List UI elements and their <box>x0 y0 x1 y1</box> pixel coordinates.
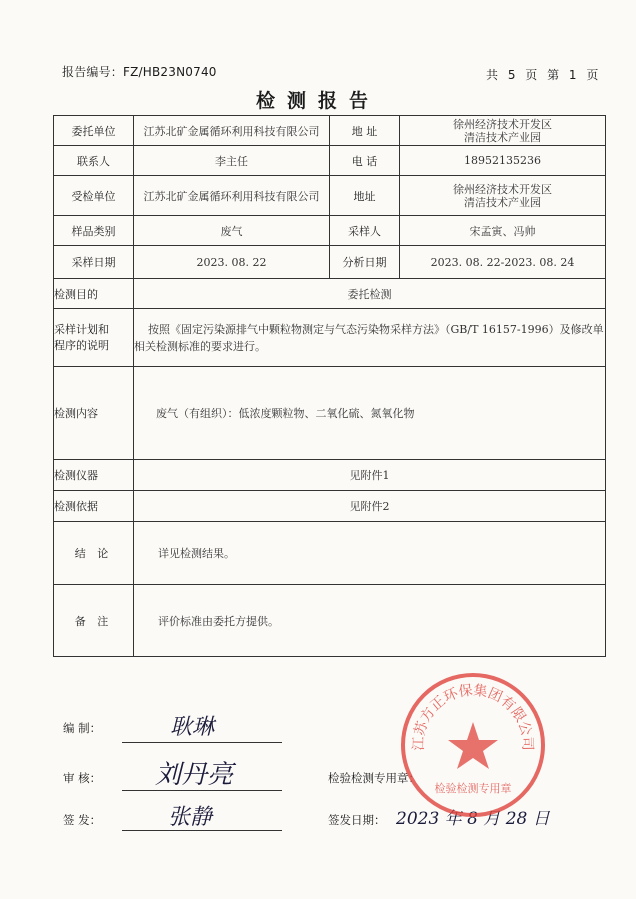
sampling-date-value: 2023. 08. 22 <box>134 246 330 279</box>
purpose-label: 检测目的 <box>54 279 134 309</box>
seal-inner-text: 检验检测专用章 <box>434 782 512 795</box>
content-value: 废气（有组织）：低浓度颗粒物、二氧化硫、氮氧化物 <box>134 367 606 460</box>
report-form <box>53 115 606 657</box>
analysis-date-label: 分析日期 <box>330 246 400 279</box>
issued-label: 签 发： <box>63 813 102 827</box>
phone-label: 电 话 <box>330 146 400 176</box>
sampling-date-label: 采样日期 <box>54 246 134 279</box>
issue-date-label: 签发日期： <box>328 813 386 827</box>
plan-text: 按照《固定污染源排气中颗粒物测定与气态污染物采样方法》（GB/T 16157-1996）及修改单相关检测标准的要求进行。 <box>134 309 606 367</box>
basis-label: 检测依据 <box>54 491 134 522</box>
conclusion-label: 结 论 <box>54 522 134 585</box>
inspected-address-line1: 徐州经济技术开发区 <box>453 182 552 196</box>
inspected-address-line2: 清洁技术产业园 <box>464 195 541 209</box>
star-icon <box>448 722 498 769</box>
client-address-value <box>400 116 606 146</box>
seal-label: 检验检测专用章： <box>328 771 420 785</box>
compiled-label: 编 制： <box>63 721 102 735</box>
report-number: 报告编号：FZ/HB23N0740 <box>62 65 217 79</box>
contact-value: 李主任 <box>134 146 330 176</box>
purpose-value: 委托检测 <box>134 279 606 309</box>
remarks-label: 备 注 <box>54 585 134 657</box>
compiled-signature: 耿琳 <box>170 715 215 740</box>
plan-label-line2: 程序的说明 <box>54 338 109 352</box>
content-label: 检测内容 <box>54 367 134 460</box>
issue-date-value: 2023 年 8 月 28 日 <box>396 809 550 829</box>
issued-signature: 张静 <box>168 805 213 830</box>
instrument-value: 见附件1 <box>134 460 606 491</box>
reviewed-label: 审 核： <box>63 771 102 785</box>
client-address-label: 地 址 <box>330 116 400 146</box>
client-value: 江苏北矿金属循环利用科技有限公司 <box>134 116 330 146</box>
compiled-line <box>122 742 282 743</box>
client-label: 委托单位 <box>54 116 134 146</box>
inspected-label: 受检单位 <box>54 176 134 216</box>
inspected-value: 江苏北矿金属循环利用科技有限公司 <box>134 176 330 216</box>
seal-outer-text: 江苏方正环保集团有限公司 <box>410 682 536 751</box>
inspected-address-label: 地址 <box>330 176 400 216</box>
inspected-address-value <box>400 176 606 216</box>
remarks-value: 评价标准由委托方提供。 <box>134 585 606 657</box>
instrument-label: 检测仪器 <box>54 460 134 491</box>
report-title: 检测报告 <box>255 90 380 112</box>
analysis-date-value: 2023. 08. 22-2023. 08. 24 <box>400 246 606 279</box>
sampler-value: 宋孟寅、冯帅 <box>400 216 606 246</box>
client-address-line2: 清洁技术产业园 <box>464 130 541 144</box>
reviewed-signature: 刘丹亮 <box>155 760 234 790</box>
sample-type-value: 废气 <box>134 216 330 246</box>
sampler-label: 采样人 <box>330 216 400 246</box>
plan-label-line1: 采样计划和 <box>54 322 109 336</box>
official-seal <box>398 670 548 820</box>
plan-label <box>54 309 134 367</box>
basis-value: 见附件2 <box>134 491 606 522</box>
phone-value: 18952135236 <box>400 146 606 176</box>
conclusion-value: 详见检测结果。 <box>134 522 606 585</box>
contact-label: 联系人 <box>54 146 134 176</box>
sample-type-label: 样品类别 <box>54 216 134 246</box>
client-address-line1: 徐州经济技术开发区 <box>453 117 552 131</box>
page-info: 共 5 页 第 1 页 <box>486 68 599 82</box>
